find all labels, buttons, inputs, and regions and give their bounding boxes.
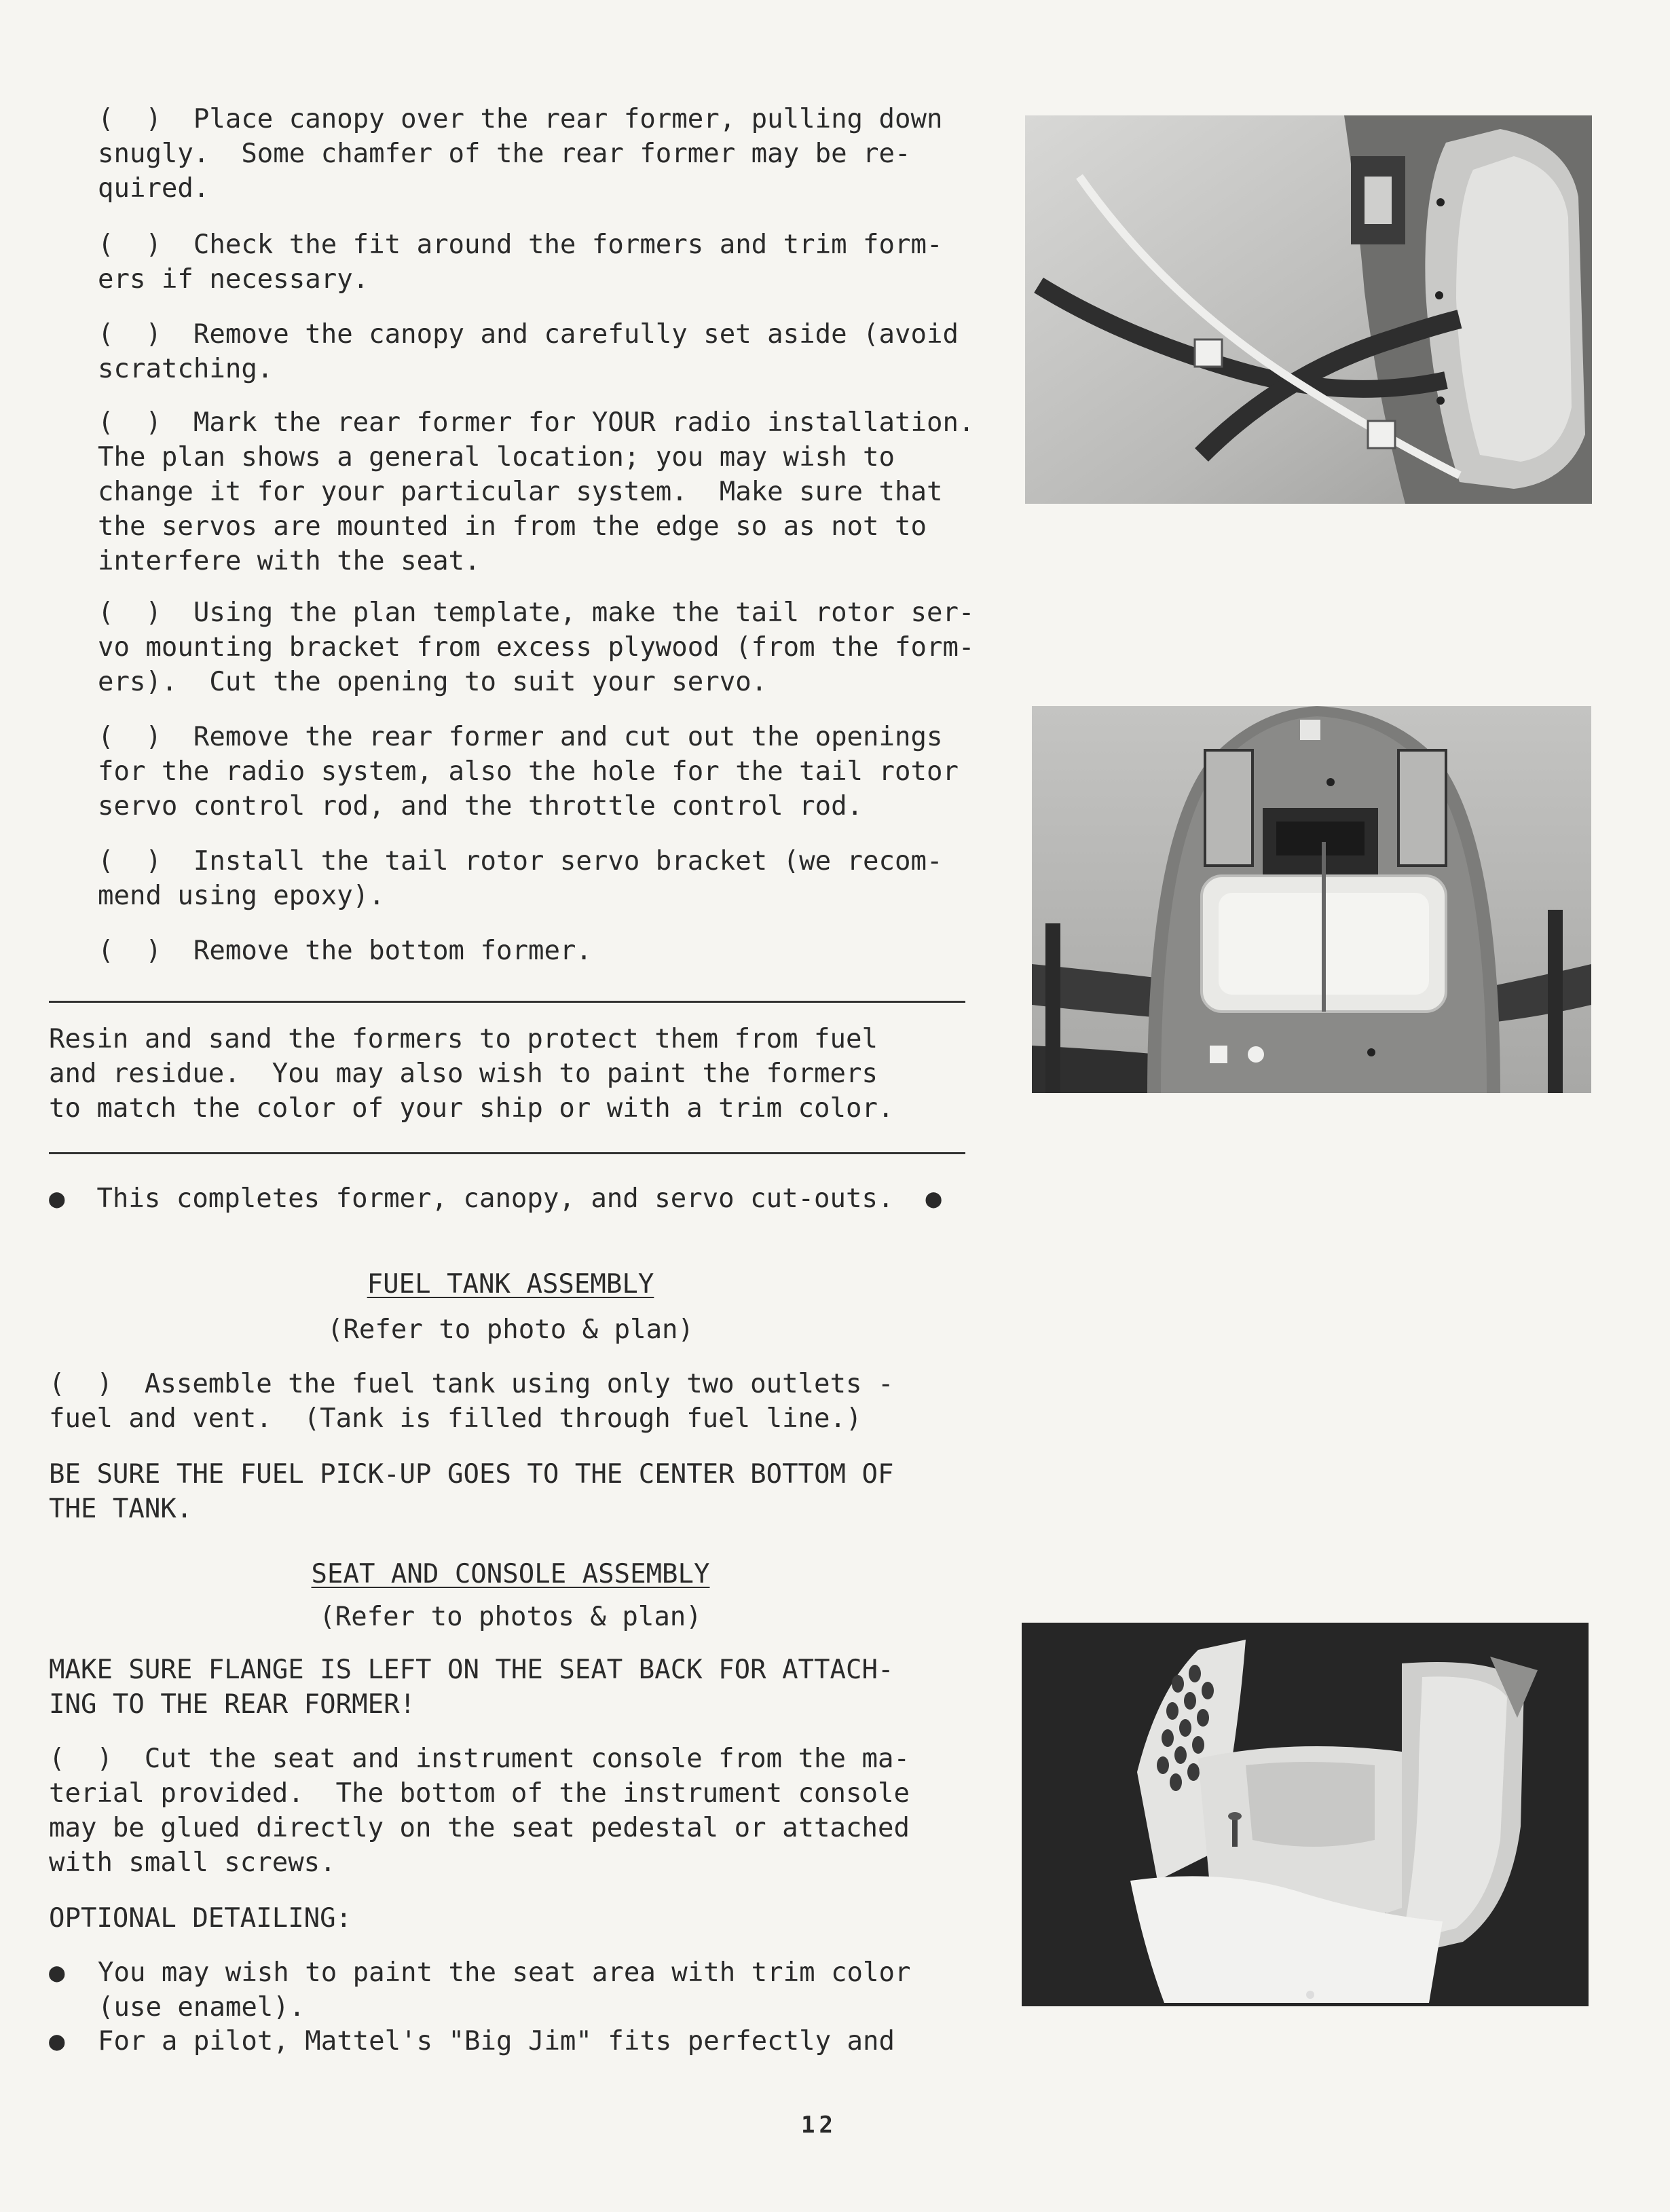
bullet-text: You may wish to paint the seat area with trim color (use enamel). bbox=[98, 1957, 911, 2023]
bullet-text: For a pilot, Mattel's "Big Jim" fits perfectly and bbox=[98, 2026, 895, 2057]
step-check-fit: ( ) Check the fit around the formers and trim form- ers if necessary. bbox=[98, 229, 943, 295]
seat-heading: SEAT AND CONSOLE ASSEMBLY bbox=[311, 1559, 710, 1589]
step-make-servo-bracket: ( ) Using the plan template, make the tail rotor ser- vo mounting bracket from excess plywood (from the form- ers). Cut the opening to suit your servo. bbox=[98, 597, 975, 697]
photo-rear-former-tank bbox=[1032, 706, 1591, 1093]
page-number: 12 bbox=[801, 2112, 837, 2139]
step-cut-seat: ( ) Cut the seat and instrument console from the ma- terial provided. The bottom of the instrument console may be glued directly on the seat pedestal or attached with small screws. bbox=[49, 1744, 910, 1878]
bullet-icon: ● bbox=[49, 2026, 65, 2057]
fuel-tank-subheading: (Refer to photo & plan) bbox=[327, 1314, 694, 1345]
step-cut-openings: ( ) Remove the rear former and cut out the openings for the radio system, also the hole for the tail rotor servo control rod, and the throttle control rod. bbox=[98, 722, 959, 822]
step-remove-bottom-former: ( ) Remove the bottom former. bbox=[98, 936, 592, 966]
step-assemble-fuel-tank: ( ) Assemble the fuel tank using only two outlets - fuel and vent. (Tank is filled through fuel line.) bbox=[49, 1369, 894, 1434]
step-place-canopy: ( ) Place canopy over the rear former, pulling down snugly. Some chamfer of the rear former may be re- quired. bbox=[98, 104, 943, 204]
optional-detailing-label: OPTIONAL DETAILING: bbox=[49, 1903, 352, 1934]
step-remove-canopy: ( ) Remove the canopy and carefully set aside (avoid scratching. bbox=[98, 319, 959, 384]
bullet-icon: ● bbox=[49, 1957, 65, 1988]
flange-warning: MAKE SURE FLANGE IS LEFT ON THE SEAT BACK FOR ATTACH- ING TO THE REAR FORMER! bbox=[49, 1655, 894, 1720]
seat-subheading: (Refer to photos & plan) bbox=[319, 1602, 702, 1632]
divider-bottom bbox=[49, 1152, 965, 1154]
fuel-tank-heading: FUEL TANK ASSEMBLY bbox=[367, 1269, 654, 1299]
resin-note: Resin and sand the formers to protect them from fuel and residue. You may also wish to paint the formers to match the color of your ship or with a trim color. bbox=[49, 1024, 894, 1124]
fuel-pickup-warning: BE SURE THE FUEL PICK-UP GOES TO THE CENTER BOTTOM OF THE TANK. bbox=[49, 1459, 894, 1524]
step-install-bracket: ( ) Install the tail rotor servo bracket (we recom- mend using epoxy). bbox=[98, 846, 943, 911]
photo-seat-console bbox=[1022, 1623, 1589, 2006]
divider-top bbox=[49, 1001, 965, 1003]
photo-canopy-interior bbox=[1025, 115, 1592, 504]
step-mark-rear-former: ( ) Mark the rear former for YOUR radio installation. The plan shows a general location; you may wish to change it for your particular system. Make sure that the servos are mounted in from the edge so as not to interfere with the seat. bbox=[98, 407, 975, 576]
completion-line: ● This completes former, canopy, and servo cut-outs. ● bbox=[49, 1183, 942, 1214]
